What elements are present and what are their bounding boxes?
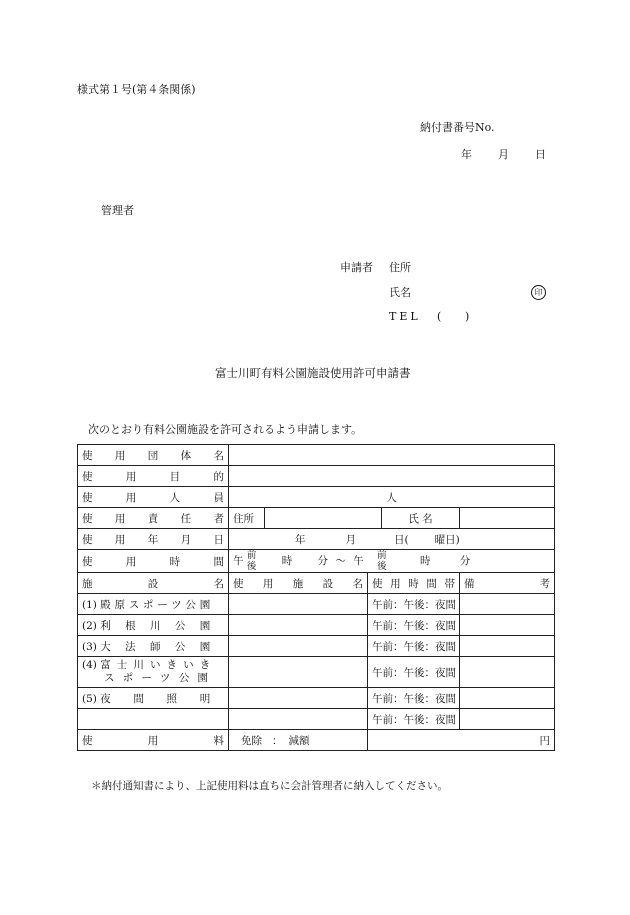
time-end-go: 後: [377, 561, 387, 572]
responsible-label: 使用責任者: [78, 508, 229, 529]
time-start-hour: 時: [281, 555, 293, 567]
use-year: 年: [295, 533, 306, 546]
facility-name-value[interactable]: [229, 594, 368, 615]
facility-cell: [78, 594, 229, 615]
facility-name-value[interactable]: [229, 657, 368, 688]
facility-cell: [78, 615, 229, 636]
row-time: [78, 550, 555, 573]
facility-num: (1): [82, 598, 97, 611]
facility-cell: [78, 636, 229, 657]
application-table: [77, 444, 555, 751]
row-purpose: [78, 466, 555, 487]
tel-paren-open: (: [437, 310, 442, 323]
facility-num: (3): [82, 640, 97, 653]
row-group: [78, 445, 555, 466]
purpose-value[interactable]: [229, 466, 555, 487]
time-end-min: 分: [459, 555, 471, 567]
facility-name: 利根川公園: [100, 619, 211, 632]
responsible-address-value[interactable]: [265, 508, 382, 529]
facility-num: (5): [82, 692, 97, 705]
tel-paren-close: ): [465, 310, 470, 323]
header-time-band: 使用時間帯: [368, 573, 460, 594]
purpose-label: 使用目的: [78, 466, 229, 487]
row-people: [78, 487, 555, 508]
facility-remarks[interactable]: [460, 636, 555, 657]
time-value[interactable]: [229, 550, 555, 573]
people-unit: 人: [386, 491, 397, 504]
use-weekday: 曜日): [434, 533, 460, 546]
facility-name-value[interactable]: [229, 688, 368, 709]
applicant-name-label: 氏名: [389, 286, 411, 299]
responsible-name-value[interactable]: [460, 508, 555, 529]
row-responsible: [78, 508, 555, 529]
facility-remarks[interactable]: [460, 709, 555, 730]
responsible-address-label: 住所: [229, 508, 265, 529]
fee-reduced: 減額: [288, 734, 310, 747]
time-end-zen: 前: [377, 550, 387, 561]
applicant-address-label: 住所: [389, 261, 411, 274]
facility-band[interactable]: 午前：午後：夜間: [368, 615, 460, 636]
fee-exemption[interactable]: [229, 730, 368, 751]
applicant-tel-label: TEL: [389, 310, 421, 323]
facility-row: [78, 688, 555, 709]
seal-mark: 印: [531, 285, 546, 300]
people-value[interactable]: [229, 487, 555, 508]
time-start-min: 分: [317, 555, 329, 567]
facility-name: 富士川いきいき: [100, 659, 211, 671]
form-number: 様式第１号(第４条関係): [77, 83, 196, 96]
time-end-gozen: 午: [353, 555, 364, 567]
facility-name: 夜間照明: [100, 692, 211, 705]
time-label: 使用時間: [78, 550, 229, 573]
facility-remarks[interactable]: [460, 594, 555, 615]
facility-remarks[interactable]: [460, 657, 555, 688]
date-label: 使用年月日: [78, 529, 229, 550]
facility-name-line2: スポーツ公園: [104, 672, 208, 684]
facility-name: 殿原スポーツ公園: [100, 598, 211, 611]
facility-num: (2): [82, 619, 97, 632]
time-end-hour: 時: [419, 555, 431, 567]
facility-row: [78, 594, 555, 615]
people-label: 使用人員: [78, 487, 229, 508]
header-facility: 施設名: [78, 573, 229, 594]
facility-remarks[interactable]: [460, 688, 555, 709]
facility-cell: [78, 657, 229, 688]
footnote: ＊納付通知書により、上記使用料は直ちに会計管理者に納入してください。: [91, 780, 448, 792]
time-start-zen: 前: [246, 550, 257, 561]
applicant-label: 申請者: [340, 261, 373, 274]
facility-row: [78, 709, 555, 730]
facility-row: [78, 636, 555, 657]
header-remarks: 備考: [460, 573, 555, 594]
time-start-gozen: 午: [233, 555, 244, 567]
row-date: [78, 529, 555, 550]
date-day-label: 日: [535, 148, 546, 161]
facility-name-value[interactable]: [229, 636, 368, 657]
intro-text: 次のとおり有料公園施設を許可されるよう申請します。: [88, 423, 363, 436]
invoice-number-label: 納付書番号No.: [420, 121, 495, 134]
fee-colon: ：: [272, 734, 283, 747]
fee-row: [78, 730, 555, 751]
group-label: 使用団体名: [78, 445, 229, 466]
facility-remarks[interactable]: [460, 615, 555, 636]
date-value[interactable]: [229, 529, 555, 550]
use-day: 日(: [394, 533, 409, 546]
facility-num: (4): [82, 659, 97, 671]
facility-cell: [78, 709, 229, 730]
fee-amount[interactable]: [368, 730, 555, 751]
facility-row: [78, 657, 555, 688]
responsible-name-label: 氏 名: [382, 508, 460, 529]
group-value[interactable]: [229, 445, 555, 466]
facility-band[interactable]: 午前：午後：夜間: [368, 657, 460, 688]
document-title: 富士川町有料公園施設使用許可申請書: [215, 366, 411, 380]
fee-label: 使用料: [78, 730, 229, 751]
facility-band[interactable]: 午前：午後：夜間: [368, 594, 460, 615]
time-tilde: ～: [335, 555, 346, 567]
date-year-label: 年: [461, 148, 472, 161]
manager-label: 管理者: [101, 204, 134, 217]
facility-band[interactable]: 午前：午後：夜間: [368, 709, 460, 730]
facility-name-value[interactable]: [229, 615, 368, 636]
time-start-go: 後: [246, 561, 257, 572]
fee-exempt: 免除: [241, 734, 262, 747]
date-month-label: 月: [498, 148, 509, 161]
facility-name-value[interactable]: [229, 709, 368, 730]
header-facility-name: 使用施設名: [229, 573, 368, 594]
facility-cell: [78, 688, 229, 709]
facility-name: 大法師公園: [100, 640, 211, 653]
facility-band[interactable]: 午前：午後：夜間: [368, 636, 460, 657]
facility-row: [78, 615, 555, 636]
facility-header-row: [78, 573, 555, 594]
use-month: 月: [345, 533, 356, 546]
facility-band[interactable]: 午前：午後：夜間: [368, 688, 460, 709]
fee-yen: 円: [539, 734, 551, 747]
